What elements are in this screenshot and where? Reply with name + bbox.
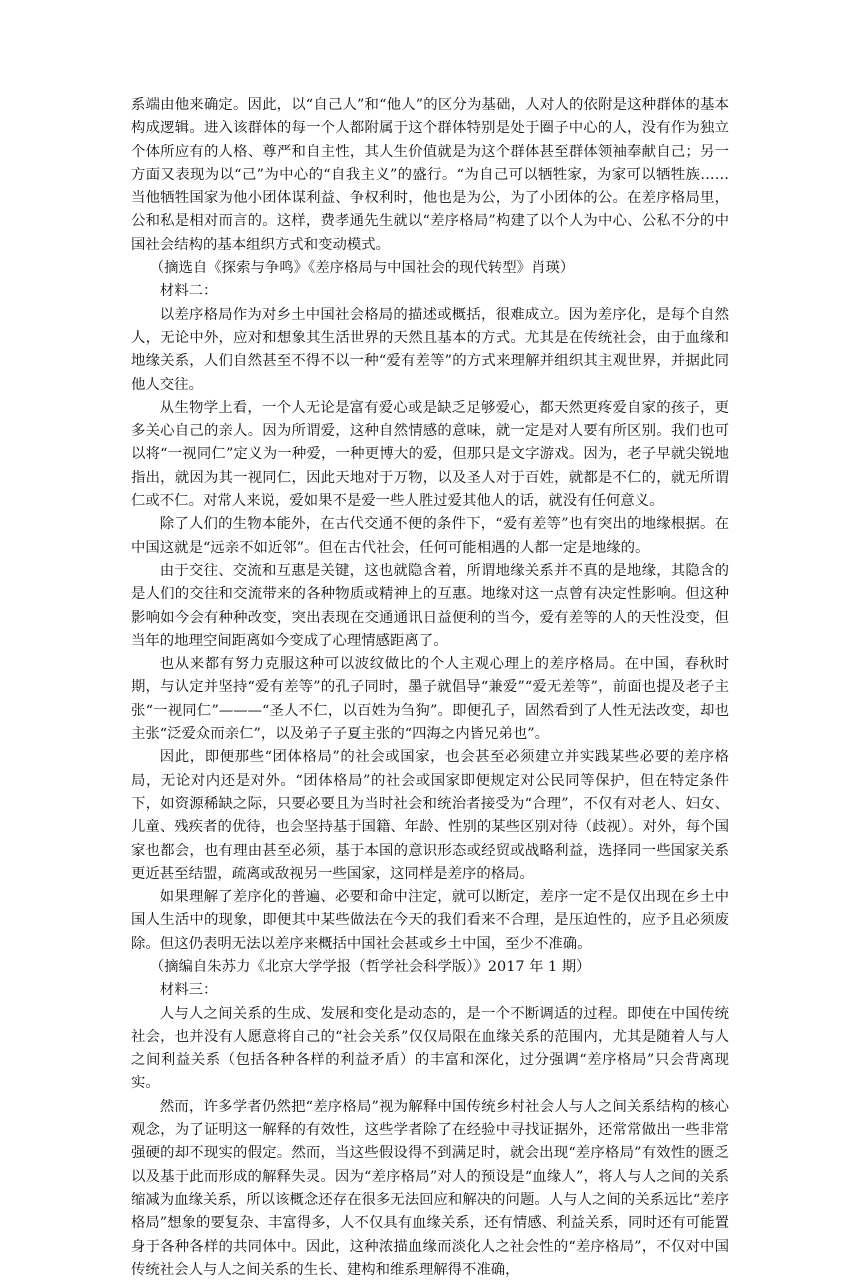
paragraph: 然而，许多学者仍然把“差序格局”视为解释中国传统乡村社会人与人之间关系结构的核心观念，为了证明这一解释的有效性，这些学者除了在经验中寻找证据外，还常常做出一些非常强硬的却不现实的假定。然而，当这些假设得不到满足时，就会出现“差序格局”有效性的匮乏以及基于此而形成的解释失灵。因为“差序格局”对人的预设是“血缘人”，将人与人之间的关系缩减为血缘关系，所以该概念还存在很多无法回应和解决的问题。人与人之间的关系远比“差序格局”想象的要复杂、丰富得多，人不仅具有血缘关系，还有情感、利益关系，同时还有可能置身于各种各样的共同体中。因此，这种浓描血缘而淡化人之社会性的“差序格局”，不仅对中国传统社会人与人之间关系的生长、建构和维系理解得不准确， xyxy=(131,1098,729,1278)
source-citation-material-one: （摘选自《探索与争鸣》《差序格局与中国社会的现代转型》肖瑛） xyxy=(149,260,575,277)
paragraph: 除了人们的生物本能外，在古代交通不便的条件下，“爱有差等”也有突出的地缘根据。在中国这就是“远亲不如近邻”。但在古代社会，任何可能相遇的人都一定是地缘的。 xyxy=(131,516,729,556)
paragraph: 因此，即便那些“团体格局”的社会或国家，也会甚至必须建立并实践某些必要的差序格局，无论对内还是对外。“团体格局”的社会或国家即便规定对公民同等保护，但在特定条件下，如资源稀缺之际，只要必要且为当时社会和统治者接受为“合理”，不仅有对老人、妇女、儿童、残疾者的优待，也会坚持基于国籍、年龄、性别的某些区别对待（歧视）。对外，每个国家也都会，也有理由甚至必须，基于本国的意识形态或经贸或战略利益，选择同一些国家关系更近甚至结盟，疏离或敌视另一些国家，这同样是差序的格局。 xyxy=(131,749,729,882)
paragraph: 以差序格局作为对乡土中国社会格局的描述或概括，很难成立。因为差序化，是每个自然人，无论中外，应对和想象其生活世界的天然且基本的方式。尤其是在传统社会，由于血缘和地缘关系，人们自然甚至不得不以一种“爱有差等”的方式来理解并组织其主观世界，并据此同他人交往。 xyxy=(131,306,729,393)
source-citation-material-two: （摘编自朱苏力《北京大学学报（哲学社会科学版）》2017 年 1 期） xyxy=(149,958,591,975)
paragraph: 从生物学上看，一个人无论是富有爱心或是缺乏足够爱心，都天然更疼爱自家的孩子，更多关心自己的亲人。因为所谓爱，这种自然情感的意味，就一定是对人要有所区别。我们也可以将“一视同仁”定义为一种爱，一种更博大的爱，但那只是文字游戏。因为，老子早就尖锐地指出，就因为其一视同仁，因此天地对于万物，以及圣人对于百姓，就都是不仁的，就无所谓仁或不仁。对常人来说，爱如果不是爱一些人胜过爱其他人的话，就没有任何意义。 xyxy=(131,399,729,510)
document-body xyxy=(131,94,729,1282)
paragraph: 由于交往、交流和互惠是关键，这也就隐含着，所谓地缘关系并不真的是地缘，其隐含的是人们的交往和交流带来的各种物质或精神上的互惠。地缘对这一点曾有决定性影响。但这种影响如今会有种种改变，突出表现在交通通讯日益便利的当今，爱有差等的人的天性没变，但当年的地理空间距离如今变成了心理情感距离了。 xyxy=(131,562,729,649)
paragraph: 也从来都有努力克服这种可以波纹做比的个人主观心理上的差序格局。在中国，春秋时期，与认定并坚持“爱有差等”的孔子同时，墨子就倡导“兼爱”“爱无差等”，前面也提及老子主张“一视同仁”———“圣人不仁，以百姓为刍狗”。即便孔子，固然看到了人性无法改变，却也主张“泛爱众而亲仁”，以及弟子子夏主张的“四海之内皆兄弟也”。 xyxy=(131,656,729,743)
paragraph: 人与人之间关系的生成、发展和变化是动态的，是一个不断调适的过程。即使在中国传统社会，也并没有人愿意将自己的“社会关系”仅仅局限在血缘关系的范围内，尤其是随着人与人之间利益关系（包括各种各样的利益矛盾）的丰富和深化，过分强调“差序格局”只会背离现实。 xyxy=(131,1005,729,1092)
paragraph-material-one-conclusion: 系端由他来确定。因此，以“自己人”和“他人”的区分为基础，人对人的依附是这种群体的基本构成逻辑。进入该群体的每一个人都附属于这个群体特别是处于圈子中心的人，没有作为独立个体所应有的人格、尊严和自主性，其人生价值就是为这个群体甚至群体领袖奉献自己；另一方面又表现为以“己”为中心的“自我主义”的盛行。“为自己可以牺牲家，为家可以牺牲族……当他牺牲国家为他小团体谋利益、争权利时，他也是为公，为了小团体的公。在差序格局里，公和私是相对而言的。这样，费孝通先生就以“差序格局”构建了以个人为中心、公私不分的中国社会结构的基本组织方式和变动模式。 xyxy=(131,97,729,253)
material-three-heading: 材料三： xyxy=(159,982,218,999)
material-two-heading: 材料二： xyxy=(159,283,218,300)
paragraph: 如果理解了差序化的普遍、必要和命中注定，就可以断定，差序一定不是仅出现在乡土中国人生活中的现象，即便其中某些做法在今天的我们看来不合理，是压迫性的，应予且必须废除。但这仍表明无法以差序来概括中国社会甚或乡土中国，至少不准确。 xyxy=(131,889,729,952)
